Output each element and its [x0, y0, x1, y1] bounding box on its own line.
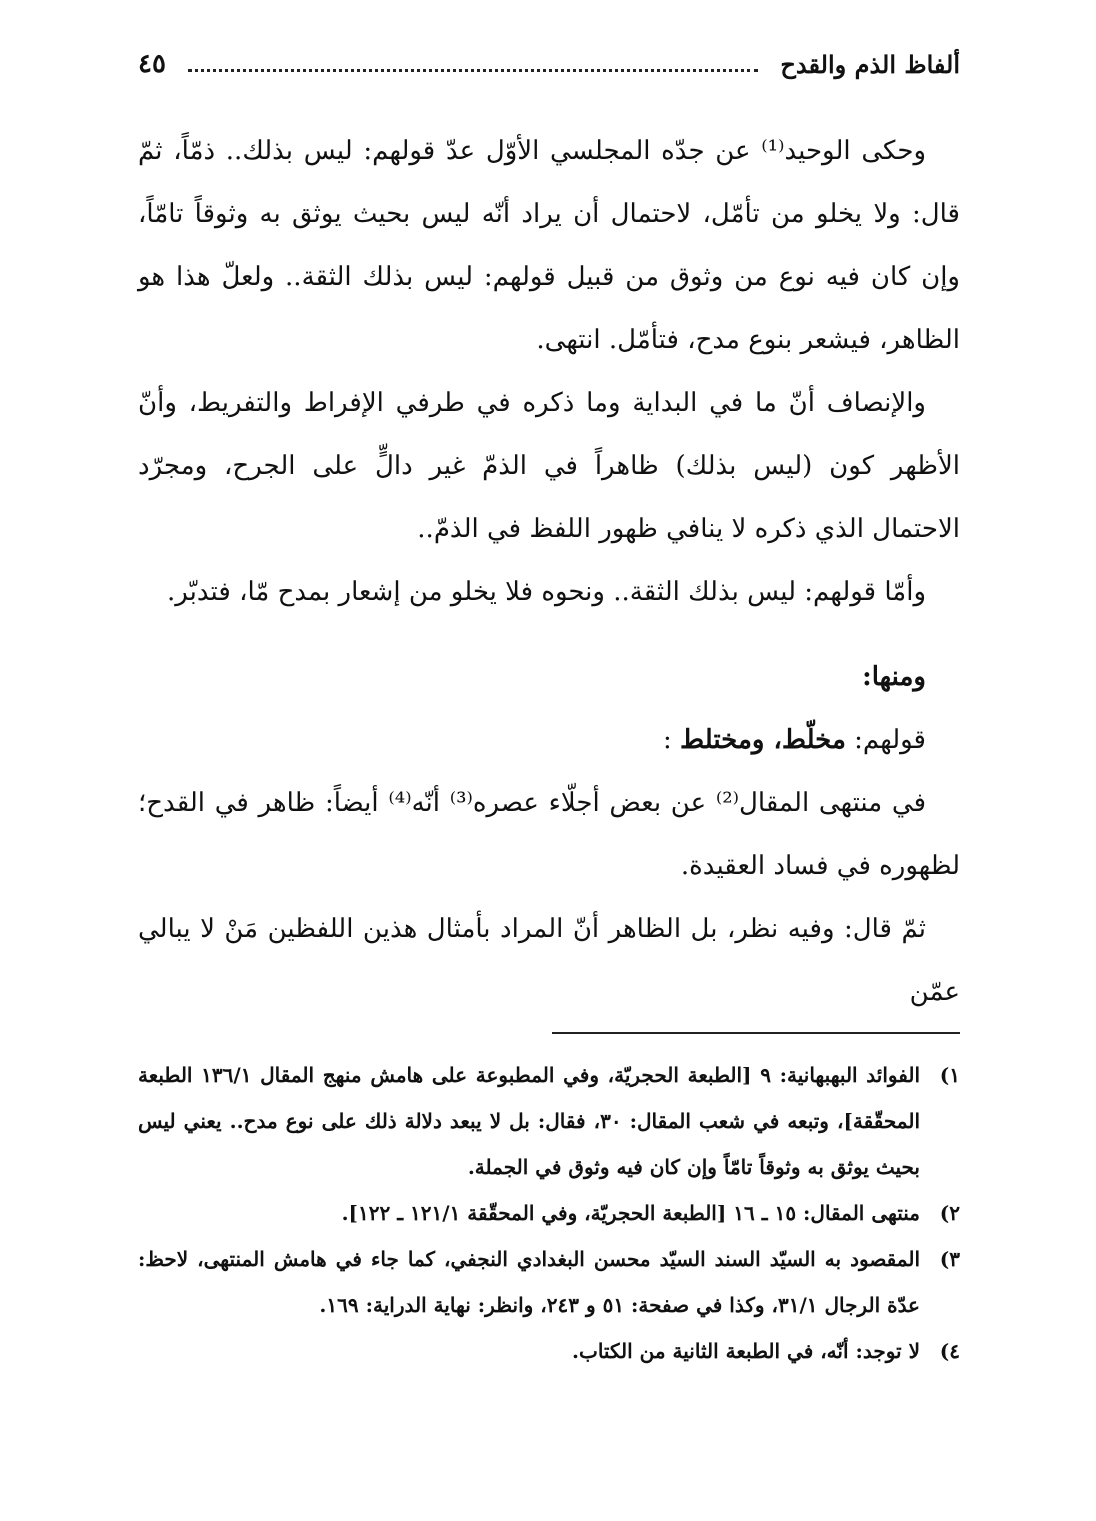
- footnote-text: الفوائد البهبهانية: ٩ [الطبعة الحجريّة، وفي المطبوعة على هامش منهج المقال ١٣٦/١ الطبعة المحقّقة]، وتبعه في شعب المقال: ٣٠، فقال: بل لا يبعد دلالة ذلك على نوع مدح.. يعني ليس بحيث يوثق به وثوقاً تامّاً وإن كان فيه وثوق في الجملة.: [138, 1063, 920, 1179]
- footnote-separator: [552, 1032, 960, 1034]
- section-heading: ومنها:: [862, 662, 926, 692]
- footnote-number: ١): [939, 1063, 960, 1087]
- paragraph-5: ثمّ قال: وفيه نظر، بل الظاهر أنّ المراد بأمثال هذين اللفظين مَنْ لا يبالي عمّن: [138, 914, 960, 1007]
- term-bold: مخلّط، ومختلط: [680, 725, 846, 755]
- header-title: ألفاظ الذم والقدح: [780, 49, 960, 79]
- footnote-text: المقصود به السيّد السند السيّد محسن البغدادي النجفي، كما جاء في هامش المنتهى، لاحظ: عدّة الرجال ٣١/١، وكذا في صفحة: ٥١ و ٢٤٣، وانظر: نهاية الدراية: ١٦٩.: [138, 1247, 920, 1317]
- footnotes: [138, 1052, 960, 1374]
- term-prefix: قولهم:: [845, 725, 926, 755]
- page-number: ٤٥: [138, 49, 166, 79]
- paragraph-1: وحكى الوحيد⁽¹⁾ عن جدّه المجلسي الأوّل عدّ قولهم: ليس بذلك.. ذمّاً، ثمّ قال: ولا يخلو من تأمّل، لاحتمال أن يراد أنّه ليس بحيث يوثق به وثوقاً تامّاً، وإن كان فيه نوع من وثوق من قبيل قولهم: ليس بذلك الثقة.. ولعلّ هذا هو الظاهر، فيشعر بنوع مدح، فتأمّل. انتهى.: [138, 136, 960, 355]
- footnote-text: لا توجد: أنّه، في الطبعة الثانية من الكتاب.: [572, 1339, 920, 1363]
- footnote-number: ٢): [939, 1201, 960, 1225]
- term-line: [138, 709, 960, 772]
- footnote-4: [138, 1328, 960, 1374]
- footnote-2: [138, 1190, 960, 1236]
- running-header: [138, 44, 960, 84]
- header-dot-leader: [188, 57, 758, 72]
- footnote-1: [138, 1052, 960, 1190]
- paragraph-3: وأمّا قولهم: ليس بذلك الثقة.. ونحوه فلا يخلو من إشعار بمدح مّا، فتدبّر.: [167, 577, 926, 607]
- footnote-3: [138, 1236, 960, 1328]
- term-suffix: :: [663, 725, 681, 755]
- footnote-number: ٣): [939, 1247, 960, 1271]
- main-text: [138, 120, 960, 1024]
- paragraph-2: والإنصاف أنّ ما في البداية وما ذكره في طرفي الإفراط والتفريط، وأنّ الأظهر كون (ليس بذلك) ظاهراً في الذمّ غير دالٍّ على الجرح، ومجرّد الاحتمال الذي ذكره لا ينافي ظهور اللفظ في الذمّ..: [138, 388, 960, 544]
- footnote-number: ٤): [939, 1339, 960, 1363]
- footnote-text: منتهى المقال: ١٥ ـ ١٦ [الطبعة الحجريّة، وفي المحقّقة ١٢١/١ ـ ١٢٢].: [341, 1201, 920, 1225]
- paragraph-4: في منتهى المقال⁽²⁾ عن بعض أجلّاء عصره⁽³⁾ أنّه⁽⁴⁾ أيضاً: ظاهر في القدح؛ لظهوره في فساد العقيدة.: [138, 788, 960, 881]
